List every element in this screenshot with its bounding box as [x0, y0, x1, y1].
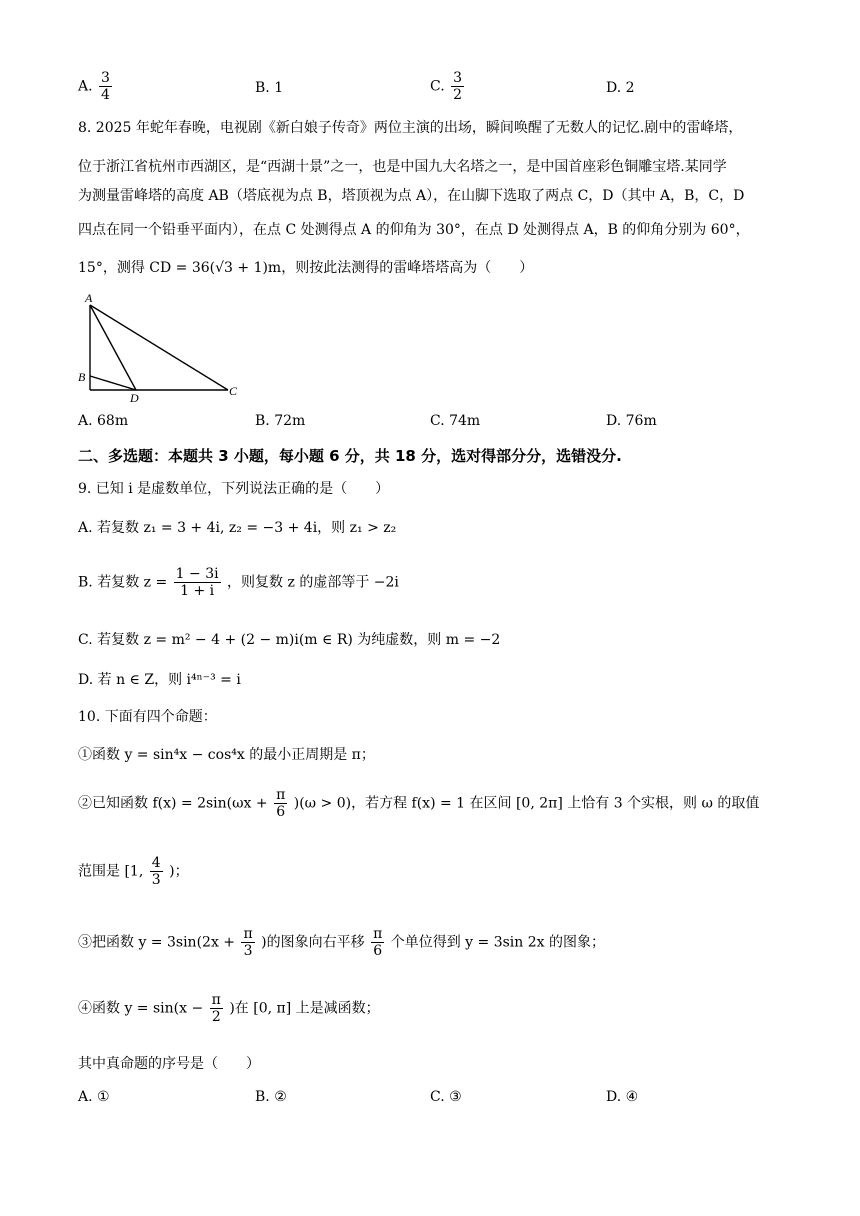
point-label-a: A: [85, 291, 93, 305]
q9-option-a[interactable]: A. 若复数 z₁ = 3 + 4i, z₂ = −3 + 4i，则 z₁ > z₂: [78, 520, 397, 536]
option-label: C.: [430, 78, 445, 95]
p4-prefix: ④函数 y = sin(x −: [78, 1000, 204, 1017]
option-b-prefix: B. 若复数 z =: [78, 574, 168, 591]
q9-option-b[interactable]: [78, 566, 399, 599]
fraction: [150, 855, 163, 888]
q8-option-a[interactable]: A. 68m: [78, 413, 129, 429]
denominator: 2: [453, 87, 463, 104]
numerator: 3: [101, 70, 110, 86]
fraction: [174, 566, 221, 599]
q8-line-5: 15°，测得 CD = 36(√3 + 1)m，则按此法测得的雷峰塔塔高为（ ）: [78, 260, 534, 276]
section-heading: 二、多选题：本题共 3 小题，每小题 6 分，共 18 分，选对得部分分，选错没分.: [78, 447, 622, 465]
point-label-d: D: [130, 391, 139, 405]
q10-proposition-2-range: [78, 855, 189, 888]
q7-option-b[interactable]: B. 1: [255, 80, 284, 96]
point-label-b: B: [78, 370, 86, 384]
fraction: [241, 926, 254, 959]
fraction: [99, 70, 112, 103]
q10-option-d[interactable]: D. ④: [606, 1089, 639, 1105]
denominator: 1 + i: [180, 583, 215, 600]
p2-prefix: ②已知函数 f(x) = 2sin(ωx +: [78, 795, 268, 812]
q8-option-b[interactable]: B. 72m: [255, 413, 306, 429]
q10-proposition-4: [78, 992, 380, 1025]
p3-prefix: ③把函数 y = 3sin(2x +: [78, 934, 236, 951]
denominator: 3: [243, 943, 253, 960]
range-suffix: )；: [169, 863, 189, 880]
p3-middle: )的图象向右平移: [261, 934, 365, 951]
denominator: 2: [211, 1009, 221, 1026]
q10-stem: 10. 下面有四个命题：: [78, 709, 217, 725]
numerator: π: [373, 926, 383, 942]
q8-triangle-figure: [76, 290, 246, 405]
option-b-suffix: ，则复数 z 的虚部等于 −2i: [227, 574, 399, 591]
q9-option-c[interactable]: C. 若复数 z = m² − 4 + (2 − m)i(m ∈ R) 为纯虚数，则 m = −2: [78, 632, 501, 648]
q8-line-3: 为测量雷峰塔的高度 AB（塔底视为点 B，塔顶视为点 A），在山脚下选取了两点 C，D（其中 A，B，C，D: [78, 188, 745, 204]
numerator: π: [211, 992, 221, 1008]
q8-option-d[interactable]: D. 76m: [606, 413, 657, 429]
numerator: 4: [151, 855, 161, 871]
fraction: [274, 787, 287, 820]
numerator: 3: [453, 70, 463, 86]
q7-option-c[interactable]: [430, 70, 466, 103]
p3-suffix: 个单位得到 y = 3sin 2x 的图象；: [390, 934, 605, 951]
point-label-c: C: [229, 384, 238, 398]
option-label: A.: [78, 78, 93, 95]
denominator: 3: [151, 872, 161, 889]
q8-line-2: 位于浙江省杭州市西湖区，是“西湖十景”之一，也是中国九大名塔之一，是中国首座彩色铜雕宝塔.某同学: [78, 159, 727, 175]
numerator: 1 − 3i: [175, 566, 219, 582]
range-prefix: 范围是 [1,: [78, 863, 144, 880]
fraction: [371, 926, 384, 959]
fraction: [451, 70, 464, 103]
denominator: 6: [276, 804, 286, 821]
q10-proposition-2: [78, 787, 759, 820]
q8-line-1: 8. 2025 年蛇年春晚，电视剧《新白娘子传奇》两位主演的出场，瞬间唤醒了无数人的记忆.剧中的雷峰塔，: [78, 120, 743, 136]
numerator: π: [276, 787, 286, 803]
q10-option-a[interactable]: A. ①: [78, 1089, 110, 1105]
q8-line-4: 四点在同一个铅垂平面内），在点 C 处测得点 A 的仰角为 30°，在点 D 处测得点 A，B 的仰角分别为 60°，: [78, 222, 750, 238]
q10-option-c[interactable]: C. ③: [430, 1089, 462, 1105]
p4-suffix: )在 [0, π] 上是减函数；: [229, 1000, 380, 1017]
q10-ask: 其中真命题的序号是（ ）: [78, 1056, 260, 1072]
denominator: 6: [373, 943, 383, 960]
q7-option-d[interactable]: D. 2: [606, 80, 635, 96]
fraction: [210, 992, 223, 1025]
denominator: 4: [101, 87, 110, 104]
q9-stem: 9. 已知 i 是虚数单位，下列说法正确的是（ ）: [78, 481, 390, 497]
q7-option-a[interactable]: [78, 70, 114, 103]
q10-proposition-3: [78, 926, 605, 959]
q8-option-c[interactable]: C. 74m: [430, 413, 481, 429]
q9-option-d[interactable]: D. 若 n ∈ Z，则 i⁴ⁿ⁻³ = i: [78, 672, 241, 688]
q10-option-b[interactable]: B. ②: [255, 1089, 287, 1105]
numerator: π: [243, 926, 253, 942]
p2-suffix: )(ω > 0)，若方程 f(x) = 1 在区间 [0, 2π] 上恰有 3 个实根，则 ω 的取值: [293, 795, 760, 812]
q10-proposition-1: ①函数 y = sin⁴x − cos⁴x 的最小正周期是 π；: [78, 747, 375, 763]
